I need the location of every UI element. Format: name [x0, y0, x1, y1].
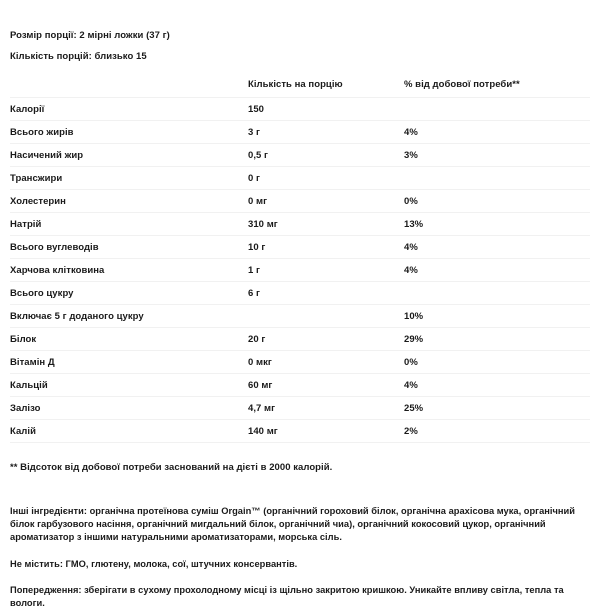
nutrient-daily-value: 25% [404, 402, 424, 414]
table-row [10, 144, 590, 167]
nutrient-amount: 0 мг [248, 195, 268, 207]
nutrient-daily-value [404, 98, 590, 121]
nutrition-table-body [10, 98, 590, 443]
nutrient-label: Включає 5 г доданого цукру [10, 310, 144, 322]
nutrition-table-header [10, 79, 590, 98]
nutrient-label: Холестерин [10, 195, 66, 207]
table-row [10, 374, 590, 397]
serving-information [10, 0, 590, 62]
table-header-row [10, 79, 590, 98]
column-header-nutrient [10, 79, 248, 98]
table-row [10, 397, 590, 420]
nutrient-label: Всього вуглеводів [10, 241, 99, 253]
nutrient-label: Всього цукру [10, 287, 74, 299]
nutrient-daily-value: 0% [404, 195, 418, 207]
nutrient-amount [248, 305, 404, 328]
nutrient-daily-value: 4% [404, 126, 418, 138]
additional-information [10, 505, 590, 610]
other-ingredients-text: Інші інгредієнти: органічна протеїнова суміш Orgain™ (органічний гороховий білок, органічна арахісова мука, органічний білок гарбузового насіння, органічний мигдальний білок, органічний чиа), органічний кокосовий цукор, органічний ароматизатор з іншими натуральними ароматизаторами, морська сіль. [10, 506, 576, 543]
nutrient-daily-value: 3% [404, 149, 418, 161]
nutrient-amount: 140 мг [248, 425, 278, 437]
nutrient-amount: 6 г [248, 287, 261, 299]
serving-size-text: Розмір порції: 2 мірні ложки (37 г) [10, 30, 170, 41]
nutrient-label: Натрій [10, 218, 42, 230]
nutrient-daily-value [404, 167, 590, 190]
nutrient-label: Харчова клітковина [10, 264, 105, 276]
table-row [10, 190, 590, 213]
nutrient-daily-value: 2% [404, 425, 418, 437]
nutrient-label: Калій [10, 425, 36, 437]
nutrient-daily-value: 10% [404, 310, 424, 322]
nutrient-amount: 3 г [248, 126, 261, 138]
nutrient-label: Трансжири [10, 172, 63, 184]
table-row [10, 213, 590, 236]
nutrient-label: Всього жирів [10, 126, 74, 138]
daily-value-footnote: ** Відсоток від добової потреби заснований на дієті в 2000 калорій. [10, 462, 333, 473]
nutrition-table [10, 79, 590, 443]
nutrient-amount: 310 мг [248, 218, 278, 230]
nutrient-daily-value: 4% [404, 379, 418, 391]
table-row [10, 328, 590, 351]
nutrient-amount: 0,5 г [248, 149, 269, 161]
table-row [10, 121, 590, 144]
nutrient-amount: 1 г [248, 264, 261, 276]
servings-per-container-text: Кількість порцій: близько 15 [10, 51, 147, 62]
nutrient-amount: 150 [248, 103, 265, 115]
nutrient-amount: 0 мкг [248, 356, 272, 368]
nutrient-amount: 20 г [248, 333, 266, 345]
nutrient-daily-value: 4% [404, 241, 418, 253]
nutrient-daily-value: 0% [404, 356, 418, 368]
table-row [10, 305, 590, 328]
nutrient-daily-value [404, 282, 590, 305]
nutrient-label: Вітамін Д [10, 356, 55, 368]
nutrient-amount: 4,7 мг [248, 402, 276, 414]
table-row [10, 98, 590, 121]
nutrient-amount: 0 г [248, 172, 261, 184]
nutrient-daily-value: 29% [404, 333, 424, 345]
nutrient-amount: 10 г [248, 241, 266, 253]
nutrient-label: Калорії [10, 103, 45, 115]
nutrient-daily-value: 4% [404, 264, 418, 276]
nutrient-daily-value: 13% [404, 218, 424, 230]
nutrient-label: Кальцій [10, 379, 48, 391]
nutrient-label: Білок [10, 333, 37, 345]
table-row [10, 259, 590, 282]
nutrient-label: Насичений жир [10, 149, 84, 161]
nutrient-label: Залізо [10, 402, 41, 414]
table-row [10, 236, 590, 259]
warning-text: Попередження: зберігати в сухому прохолодному місці із щільно закритою кришкою. Уникайте впливу світла, тепла та вологи. [10, 584, 564, 609]
column-header-daily-value: % від добової потреби** [404, 79, 520, 90]
table-row [10, 167, 590, 190]
nutrient-amount: 60 мг [248, 379, 273, 391]
table-row [10, 351, 590, 374]
table-row [10, 420, 590, 443]
column-header-amount-per-serving: Кількість на порцію [248, 79, 343, 90]
table-row [10, 282, 590, 305]
free-from-text: Не містить: ГМО, глютену, молока, сої, штучних консервантів. [10, 558, 298, 569]
